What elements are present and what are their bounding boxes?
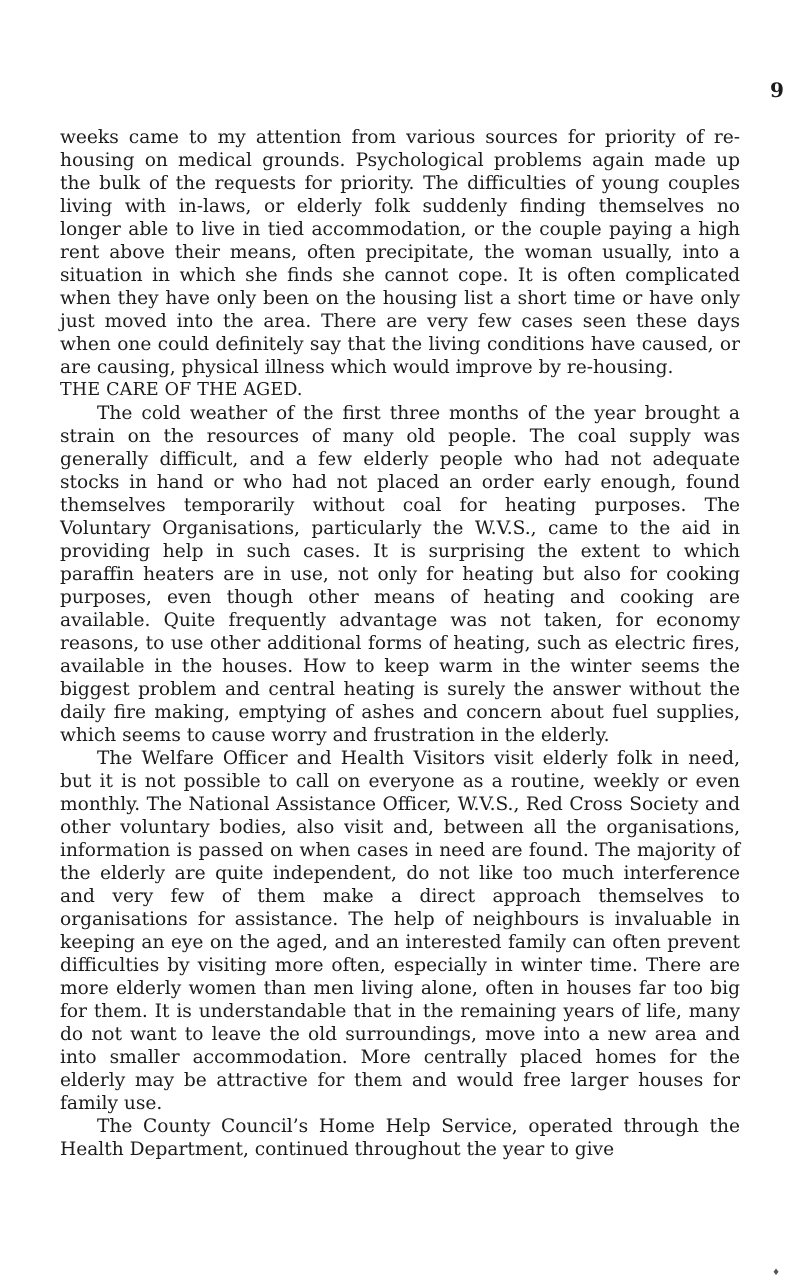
page-number: 9 [770,78,784,102]
paragraph-rehousing: weeks came to my attention from various sources for priority of re-housing on medical grounds. Psychological problems again made up the bulk of the requests for priority. The difficulties of young couples living with in-laws, or elderly folk suddenly finding themselves no longer able to live in tied accommodation, or the couple paying a high rent above their means, often precipitate, the woman usually, into a situation in which she finds she cannot cope. It is often complicated when they have only been on the housing list a short time or have only just moved into the area. There are very few cases seen these days when one could definitely say that the living conditions have caused, or are causing, physical illness which would improve by re-housing. [60,127,740,378]
paragraph-welfare-visits: The Welfare Officer and Health Visitors visit elderly folk in need, but it is not possible to call on everyone as a routine, weekly or even monthly. The National Assistance Officer, W.V.S., Red Cross Society and other voluntary bodies, also visit and, between all the organisations, information is passed on when cases in need are found. The majority of the elderly are quite independent, do not like too much interference and very few of them make a direct approach themselves to organisations for assistance. The help of neighbours is invaluable in keeping an eye on the aged, and an interested family can often prevent difficulties by visiting more often, especially in winter time. There are more elderly women than men living alone, often in houses far too big for them. It is understandable that in the remaining years of life, many do not want to leave the old surroundings, move into a new area and into smaller accommodation. More centrally placed homes for the elderly may be attractive for them and would free larger houses for family use. [60,748,740,1114]
corner-mark: ♦ [772,1268,781,1278]
paragraph-cold-weather: The cold weather of the first three months of the year brought a strain on the resources of many old people. The coal supply was generally difficult, and a few elderly people who had not adequate stocks in hand or who had not placed an order early enough, found themselves temporarily without coal for heating purposes. The Voluntary Organisations, particularly the W.V.S., came to the aid in providing help in such cases. It is surprising the extent to which paraffin heaters are in use, not only for heating but also for cooking purposes, even though other means of heating and cooking are available. Quite frequently advantage was not taken, for economy reasons, to use other additional forms of heating, such as electric fires, available in the houses. How to keep warm in the winter seems the biggest problem and central heating is surely the answer without the daily fire making, emptying of ashes and concern about fuel supplies, which seems to cause worry and frustration in the elderly. [60,403,740,746]
section-heading: THE CARE OF THE AGED. [60,380,303,400]
paragraph-home-help: The County Council’s Home Help Service, operated through the Health Department, continued throughout the year to give [60,1116,740,1160]
page-body [60,126,740,1161]
